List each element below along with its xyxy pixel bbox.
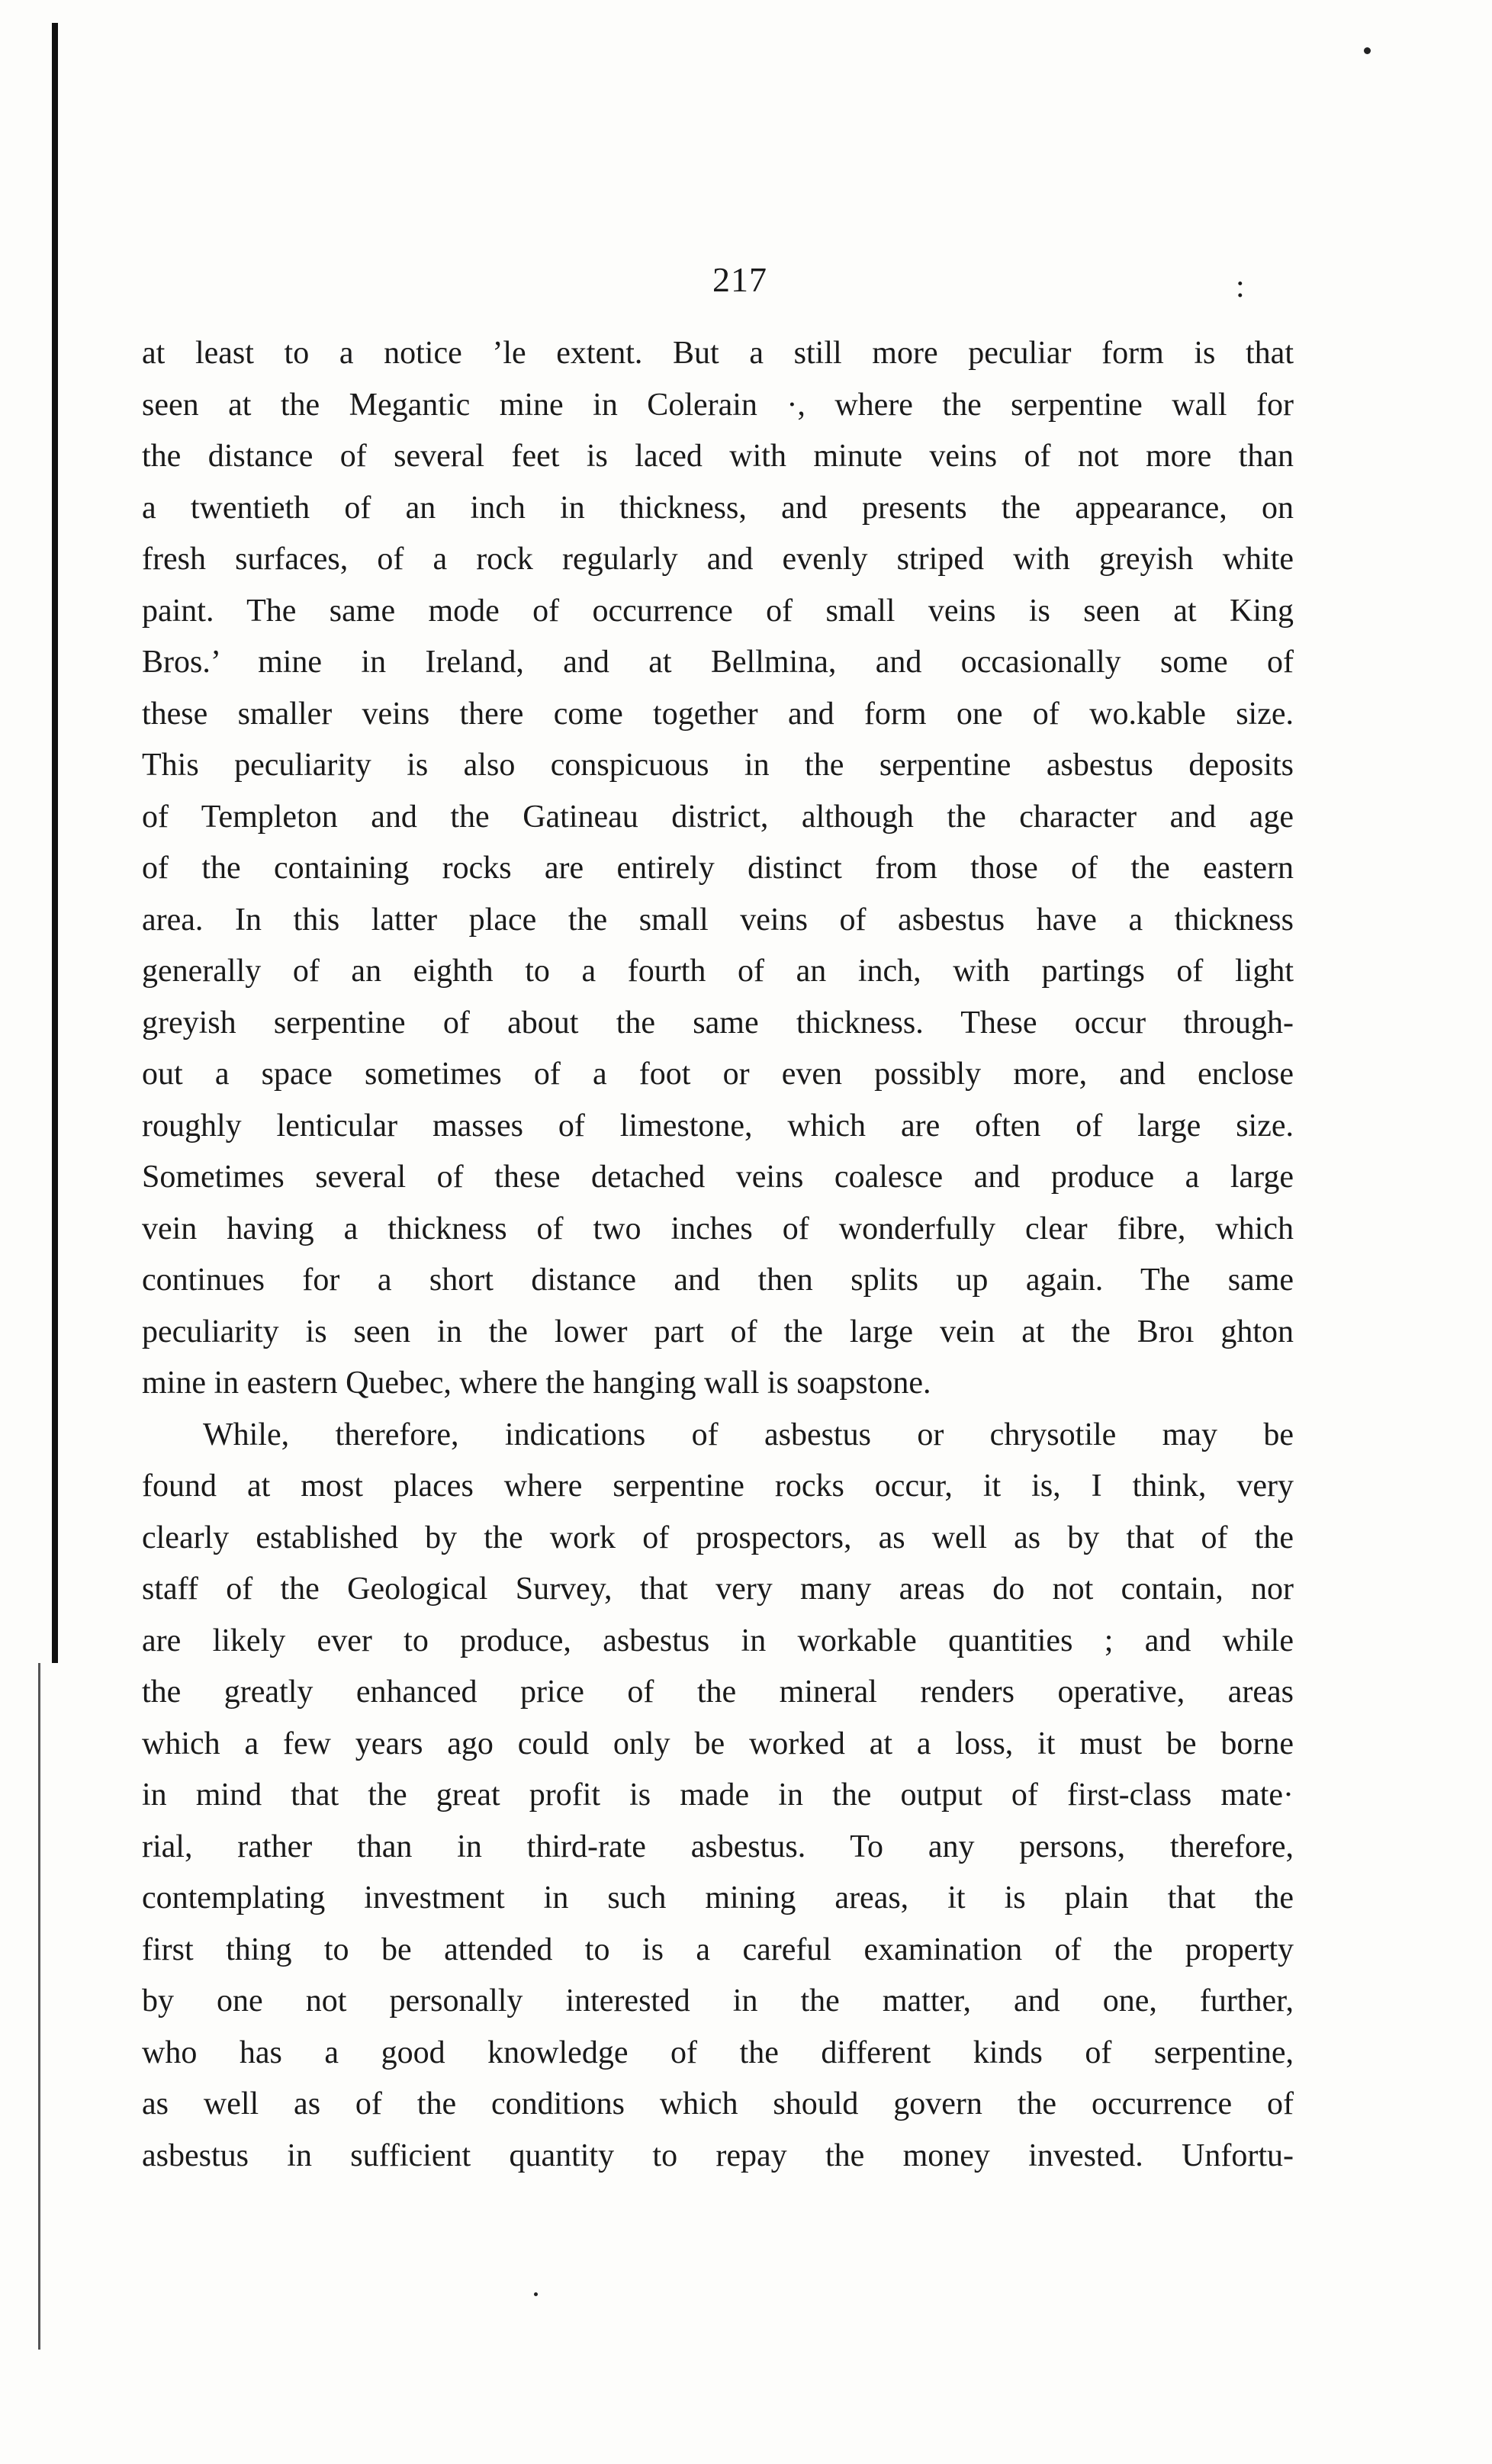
text-line: mine in eastern Quebec, where the hanging wall is soapstone. [142, 1365, 931, 1401]
text-line: asbestus in sufficient quantity to repay the money invested. Unfortu- [142, 2138, 1294, 2173]
text-line: contemplating investment in such mining areas, it is plain that the [142, 1880, 1294, 1916]
text-line: generally of an eighth to a fourth of an inch, with partings of light [142, 954, 1294, 989]
text-line: in mind that the great profit is made in the output of first-class mate· [142, 1777, 1294, 1813]
text-line: rial, rather than in third-rate asbestus. To any persons, therefore, [142, 1829, 1294, 1864]
text-line: a twentieth of an inch in thickness, and presents the appearance, on [142, 490, 1294, 526]
text-line: seen at the Megantic mine in Colerain ·, where the serpentine wall for [142, 387, 1294, 423]
scan-speck [534, 2292, 538, 2296]
text-line: greyish serpentine of about the same thickness. These occur through- [142, 1005, 1294, 1041]
binding-edge-lower [38, 1663, 40, 2350]
text-line: vein having a thickness of two inches of wonderfully clear fibre, which [142, 1211, 1294, 1246]
text-line: Bros.’ mine in Ireland, and at Bellmina, and occasionally some of [142, 645, 1294, 680]
margin-mark: : [1236, 269, 1245, 304]
scan-speck [1364, 47, 1371, 54]
text-line: This peculiarity is also conspicuous in the serpentine asbestus deposits [142, 748, 1294, 783]
text-line: by one not personally interested in the matter, and one, further, [142, 1983, 1294, 2018]
text-line: who has a good knowledge of the different kinds of serpentine, [142, 2035, 1294, 2070]
text-line: While, therefore, indications of asbestus or chrysotile may be [203, 1417, 1294, 1452]
text-line: continues for a short distance and then splits up again. The same [142, 1263, 1294, 1298]
text-line: roughly lenticular masses of limestone, which are often of large size. [142, 1108, 1294, 1144]
text-line: of Templeton and the Gatineau district, although the character and age [142, 799, 1294, 835]
text-line: as well as of the conditions which should govern the occurrence of [142, 2086, 1294, 2121]
text-line: out a space sometimes of a foot or even possibly more, and enclose [142, 1057, 1294, 1092]
text-line: clearly established by the work of prospectors, as well as by that of the [142, 1520, 1294, 1555]
text-line: the distance of several feet is laced with minute veins of not more than [142, 439, 1294, 474]
text-line: area. In this latter place the small veins of asbestus have a thickness [142, 902, 1294, 938]
text-line: which a few years ago could only be worked at a loss, it must be borne [142, 1726, 1294, 1761]
text-line: found at most places where serpentine rocks occur, it is, I think, very [142, 1468, 1294, 1504]
text-line: at least to a notice ’le extent. But a still more peculiar form is that [142, 336, 1294, 371]
binding-edge [52, 23, 58, 1663]
text-line: these smaller veins there come together and form one of wo.kable size. [142, 696, 1294, 732]
text-line: are likely ever to produce, asbestus in workable quantities ; and while [142, 1623, 1294, 1658]
text-line: first thing to be attended to is a careful examination of the property [142, 1932, 1294, 1967]
text-line: paint. The same mode of occurrence of small veins is seen at King [142, 593, 1294, 629]
body-text [142, 328, 1294, 2182]
text-line: the greatly enhanced price of the mineral renders operative, areas [142, 1674, 1294, 1710]
page-number: 217 [712, 260, 767, 299]
text-line: Sometimes several of these detached veins coalesce and produce a large [142, 1160, 1294, 1195]
text-line: peculiarity is seen in the lower part of the large vein at the Broı ghton [142, 1314, 1294, 1349]
text-line: staff of the Geological Survey, that very many areas do not contain, nor [142, 1571, 1294, 1607]
text-line: fresh surfaces, of a rock regularly and evenly striped with greyish white [142, 542, 1294, 577]
text-line: of the containing rocks are entirely distinct from those of the eastern [142, 851, 1294, 886]
